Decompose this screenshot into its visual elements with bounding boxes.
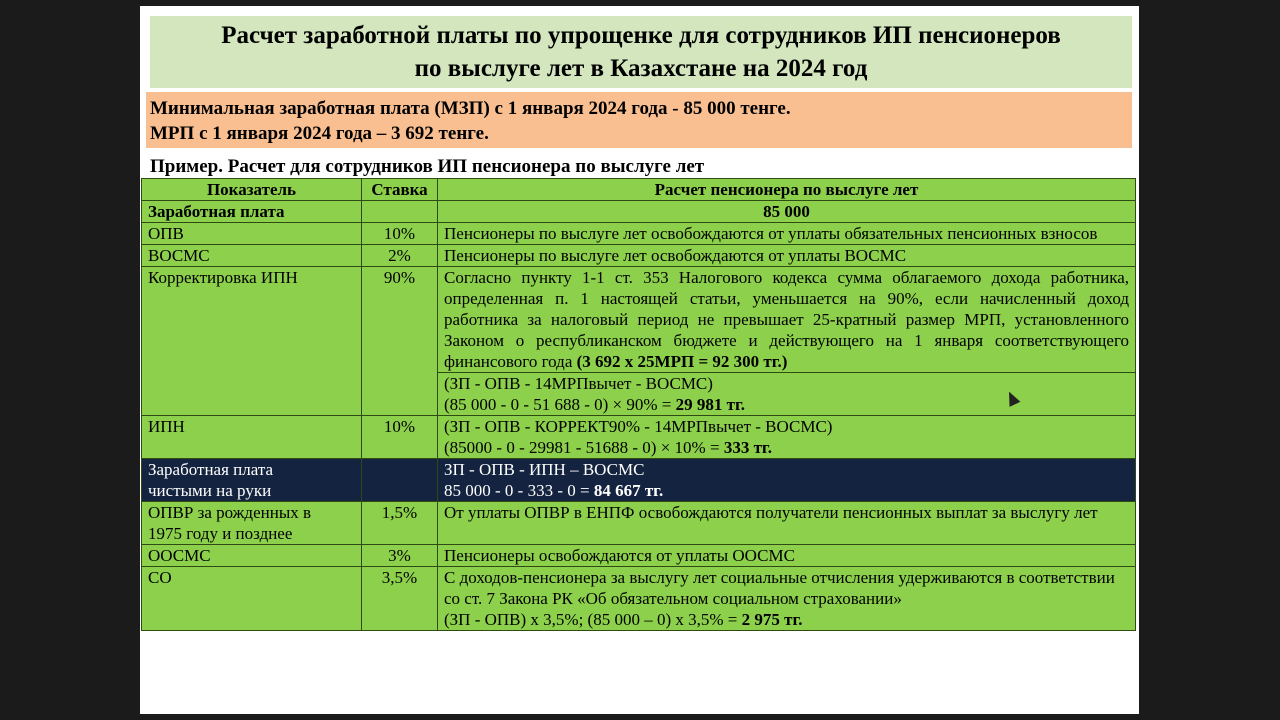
- cell-rate: 3%: [362, 545, 438, 567]
- cell-rate: 10%: [362, 223, 438, 245]
- ipn-result: 333 тг.: [723, 438, 772, 457]
- ipn-calc-line: [444, 437, 1129, 458]
- table-row-ipn: [142, 416, 1136, 459]
- title-line-2: по выслуге лет в Казахстане на 2024 год: [414, 55, 868, 82]
- header-calculation: Расчет пенсионера по выслуге лет: [438, 179, 1136, 201]
- example-heading: Пример. Расчет для сотрудников ИП пенсионера по выслуге лет: [150, 156, 705, 177]
- cell-label: Корректировка ИПН: [142, 267, 362, 416]
- cell-text: [438, 267, 1136, 373]
- table-row-vosms: [142, 245, 1136, 267]
- table-row-oosms: [142, 545, 1136, 567]
- ipn-adjust-calc: (85 000 - 0 - 51 688 - 0) × 90% =: [444, 395, 672, 414]
- ipn-adjust-result: 29 981 тг.: [675, 395, 746, 414]
- cell-rate: 90%: [362, 267, 438, 416]
- header-rate: Ставка: [362, 179, 438, 201]
- info-line-mzp: Минимальная заработная плата (МЗП) с 1 января 2024 года - 85 000 тенге.: [150, 98, 791, 119]
- table-row-salary: [142, 201, 1136, 223]
- cell-rate: 1,5%: [362, 502, 438, 545]
- cell-rate: [362, 201, 438, 223]
- cell-text: От уплаты ОПВР в ЕНПФ освобождаются получатели пенсионных выплат за выслугу лет: [438, 502, 1136, 545]
- net-label-line-1: Заработная плата: [148, 460, 274, 479]
- opvr-label-line-1: ОПВР за рожденных в: [148, 503, 312, 522]
- cell-label: ИПН: [142, 416, 362, 459]
- ipn-adjust-formula: (ЗП - ОПВ - 14МРПвычет - ВОСМС): [444, 374, 713, 393]
- cell-rate: 10%: [362, 416, 438, 459]
- table-header-row: [142, 179, 1136, 201]
- net-label-line-2: чистыми на руки: [148, 481, 272, 500]
- so-calc-line: [444, 609, 1129, 630]
- table-row-ipn-adjust: [142, 267, 1136, 373]
- cell-label: [142, 459, 362, 502]
- ipn-formula: (ЗП - ОПВ - КОРРЕКТ90% - 14МРПвычет - ВОСМС): [444, 417, 833, 436]
- cell-calc: [438, 459, 1136, 502]
- calculation-table: [141, 178, 1136, 631]
- cell-text: Пенсионеры по выслуге лет освобождаются от уплаты обязательных пенсионных взносов: [438, 223, 1136, 245]
- net-formula: ЗП - ОПВ - ИПН – ВОСМС: [444, 460, 645, 479]
- header-indicator: Показатель: [142, 179, 362, 201]
- cell-label: ОПВ: [142, 223, 362, 245]
- cell-rate: [362, 459, 438, 502]
- cell-calc: [438, 567, 1136, 631]
- title-line-1: Расчет заработной платы по упрощенке для сотрудников ИП пенсионеров: [221, 22, 1061, 49]
- net-calc-line: [444, 480, 1129, 501]
- net-result: 84 667 тг.: [593, 481, 664, 500]
- cell-label: ВОСМС: [142, 245, 362, 267]
- cell-label: ООСМС: [142, 545, 362, 567]
- cell-rate: 3,5%: [362, 567, 438, 631]
- slide: [140, 6, 1139, 714]
- cell-label: СО: [142, 567, 362, 631]
- table-row-opvr: [142, 502, 1136, 545]
- so-text: С доходов-пенсионера за выслугу лет социальные отчисления удерживаются в соответствии со ст. 7 Закона РК «Об обязательном социальном страховании»: [444, 568, 1115, 608]
- so-calc: (ЗП - ОПВ) х 3,5%; (85 000 – 0) х 3,5% =: [444, 610, 738, 629]
- ipn-adjust-limit: (3 692 х 25МРП = 92 300 тг.): [576, 352, 788, 371]
- cell-label: Заработная плата: [142, 201, 362, 223]
- cell-calc: [438, 416, 1136, 459]
- cell-calc: [438, 373, 1136, 416]
- table-row-net-salary: [142, 459, 1136, 502]
- info-line-mrp: МРП с 1 января 2024 года – 3 692 тенге.: [150, 123, 489, 144]
- cell-label: [142, 502, 362, 545]
- info-box: [146, 92, 1132, 148]
- cell-rate: 2%: [362, 245, 438, 267]
- net-calc: 85 000 - 0 - 333 - 0 =: [444, 481, 590, 500]
- page-title: [150, 16, 1132, 88]
- cell-text: Пенсионеры освобождаются от уплаты ООСМС: [438, 545, 1136, 567]
- table-row-so: [142, 567, 1136, 631]
- ipn-adjust-text: Согласно пункту 1-1 ст. 353 Налогового кодекса сумма облагаемого дохода работника, определенная п. 1 настоящей статьи, уменьшается на 90%, если начисленный доход работника за налоговый период не превышает 25-кратный размер МРП, установленного Законом о республиканском бюджете и действующего на 1 января соответствующего финансового года: [444, 268, 1129, 371]
- so-result: 2 975 тг.: [741, 610, 803, 629]
- opvr-label-line-2: 1975 году и позднее: [148, 524, 293, 543]
- ipn-calc: (85000 - 0 - 29981 - 51688 - 0) × 10% =: [444, 438, 720, 457]
- cell-text: Пенсионеры по выслуге лет освобождаются от уплаты ВОСМС: [438, 245, 1136, 267]
- table-row-opv: [142, 223, 1136, 245]
- cell-value: 85 000: [438, 201, 1136, 223]
- ipn-adjust-calc-line: [444, 394, 1129, 415]
